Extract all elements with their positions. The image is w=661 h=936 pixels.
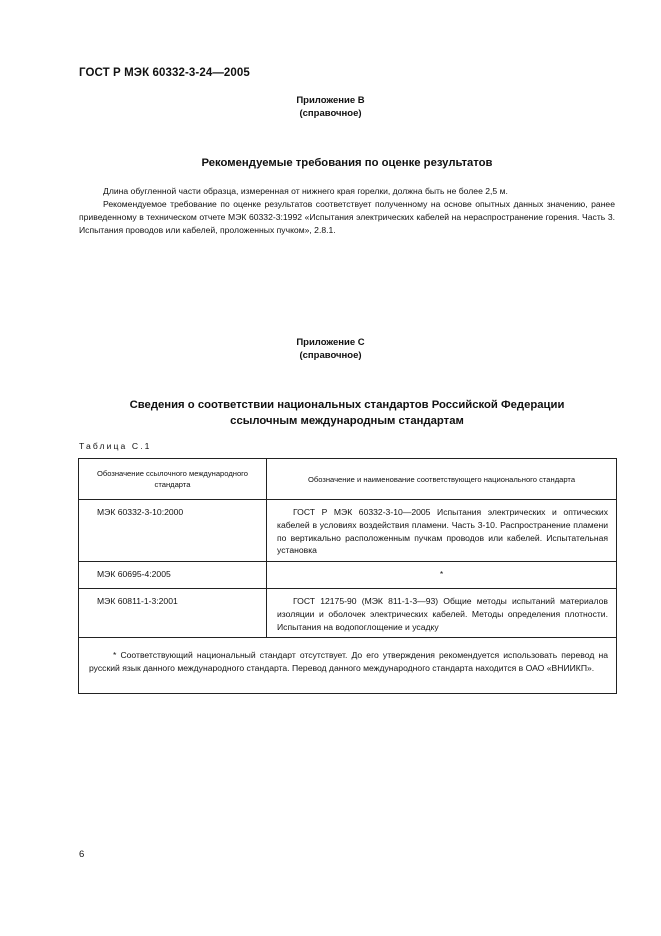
annex-c-heading-line-1: Сведения о соответствии национальных стандартов Российской Федерации xyxy=(129,399,565,411)
annex-b-paragraph-2: Рекомендуемое требование по оценке результатов соответствует полученному на основе опытных данных значению, ранее приведенному в техническом отчете МЭК 60332-3:1992 «Испытания электрических кабелей на нераспространение горения. Часть 3. Испытания проводов или кабелей, проложенных пучком», 2.8.1. xyxy=(79,199,615,235)
table-header-row xyxy=(79,459,617,500)
annex-b-heading xyxy=(0,94,661,120)
annex-c-subtitle: (справочное) xyxy=(299,350,362,361)
international-standard-cell: МЭК 60695-4:2005 xyxy=(79,562,267,589)
annex-b-subtitle: (справочное) xyxy=(299,108,362,119)
annex-b-section-title: Рекомендуемые требования по оценке результатов xyxy=(201,157,493,169)
international-standard-cell: МЭК 60332-3-10:2000 xyxy=(79,500,267,562)
national-standard-cell: ГОСТ Р МЭК 60332-3-10—2005 Испытания электрических и оптических кабелей в условиях воздействия пламени. Часть 3-10. Распространение пламени по вертикально расположенным пучкам проводов или кабелей. Испытательная установка xyxy=(267,500,617,562)
table-row xyxy=(79,500,617,562)
annex-c-section-title xyxy=(79,397,615,429)
page-number: 6 xyxy=(79,849,85,860)
annex-c-heading-line-2: ссылочным международным стандартам xyxy=(230,415,464,427)
table-footnote: * Соответствующий национальный стандарт отсутствует. До его утверждения рекомендуется использовать перевод на русский язык данного международного стандарта. Перевод данного международного стандарта находится в ОАО «ВНИИКП». xyxy=(79,638,617,694)
national-standard-cell: * xyxy=(267,562,617,589)
national-standard-cell: ГОСТ 12175-90 (МЭК 811-1-3—93) Общие методы испытаний материалов изоляции и оболочек электрических кабелей. Методы определения плотности. Испытания на водопоглощение и усадку xyxy=(267,589,617,638)
standards-correspondence-table xyxy=(78,458,617,694)
table-row xyxy=(79,562,617,589)
annex-b-paragraph-1: Длина обугленной части образца, измеренная от нижнего края горелки, должна быть не более 2,5 м. xyxy=(103,186,508,196)
annex-c-heading xyxy=(0,336,661,362)
table-caption: Таблица С.1 xyxy=(79,441,152,451)
header-international-standard: Обозначение ссылочного международного стандарта xyxy=(79,459,267,500)
table-row xyxy=(79,589,617,638)
annex-c-title: Приложение С xyxy=(296,337,365,348)
table-footnote-row xyxy=(79,638,617,694)
document-header: ГОСТ Р МЭК 60332-3-24—2005 xyxy=(79,67,250,79)
annex-b-title: Приложение В xyxy=(296,95,365,106)
header-national-standard: Обозначение и наименование соответствующего национального стандарта xyxy=(267,459,617,500)
international-standard-cell: МЭК 60811-1-3:2001 xyxy=(79,589,267,638)
